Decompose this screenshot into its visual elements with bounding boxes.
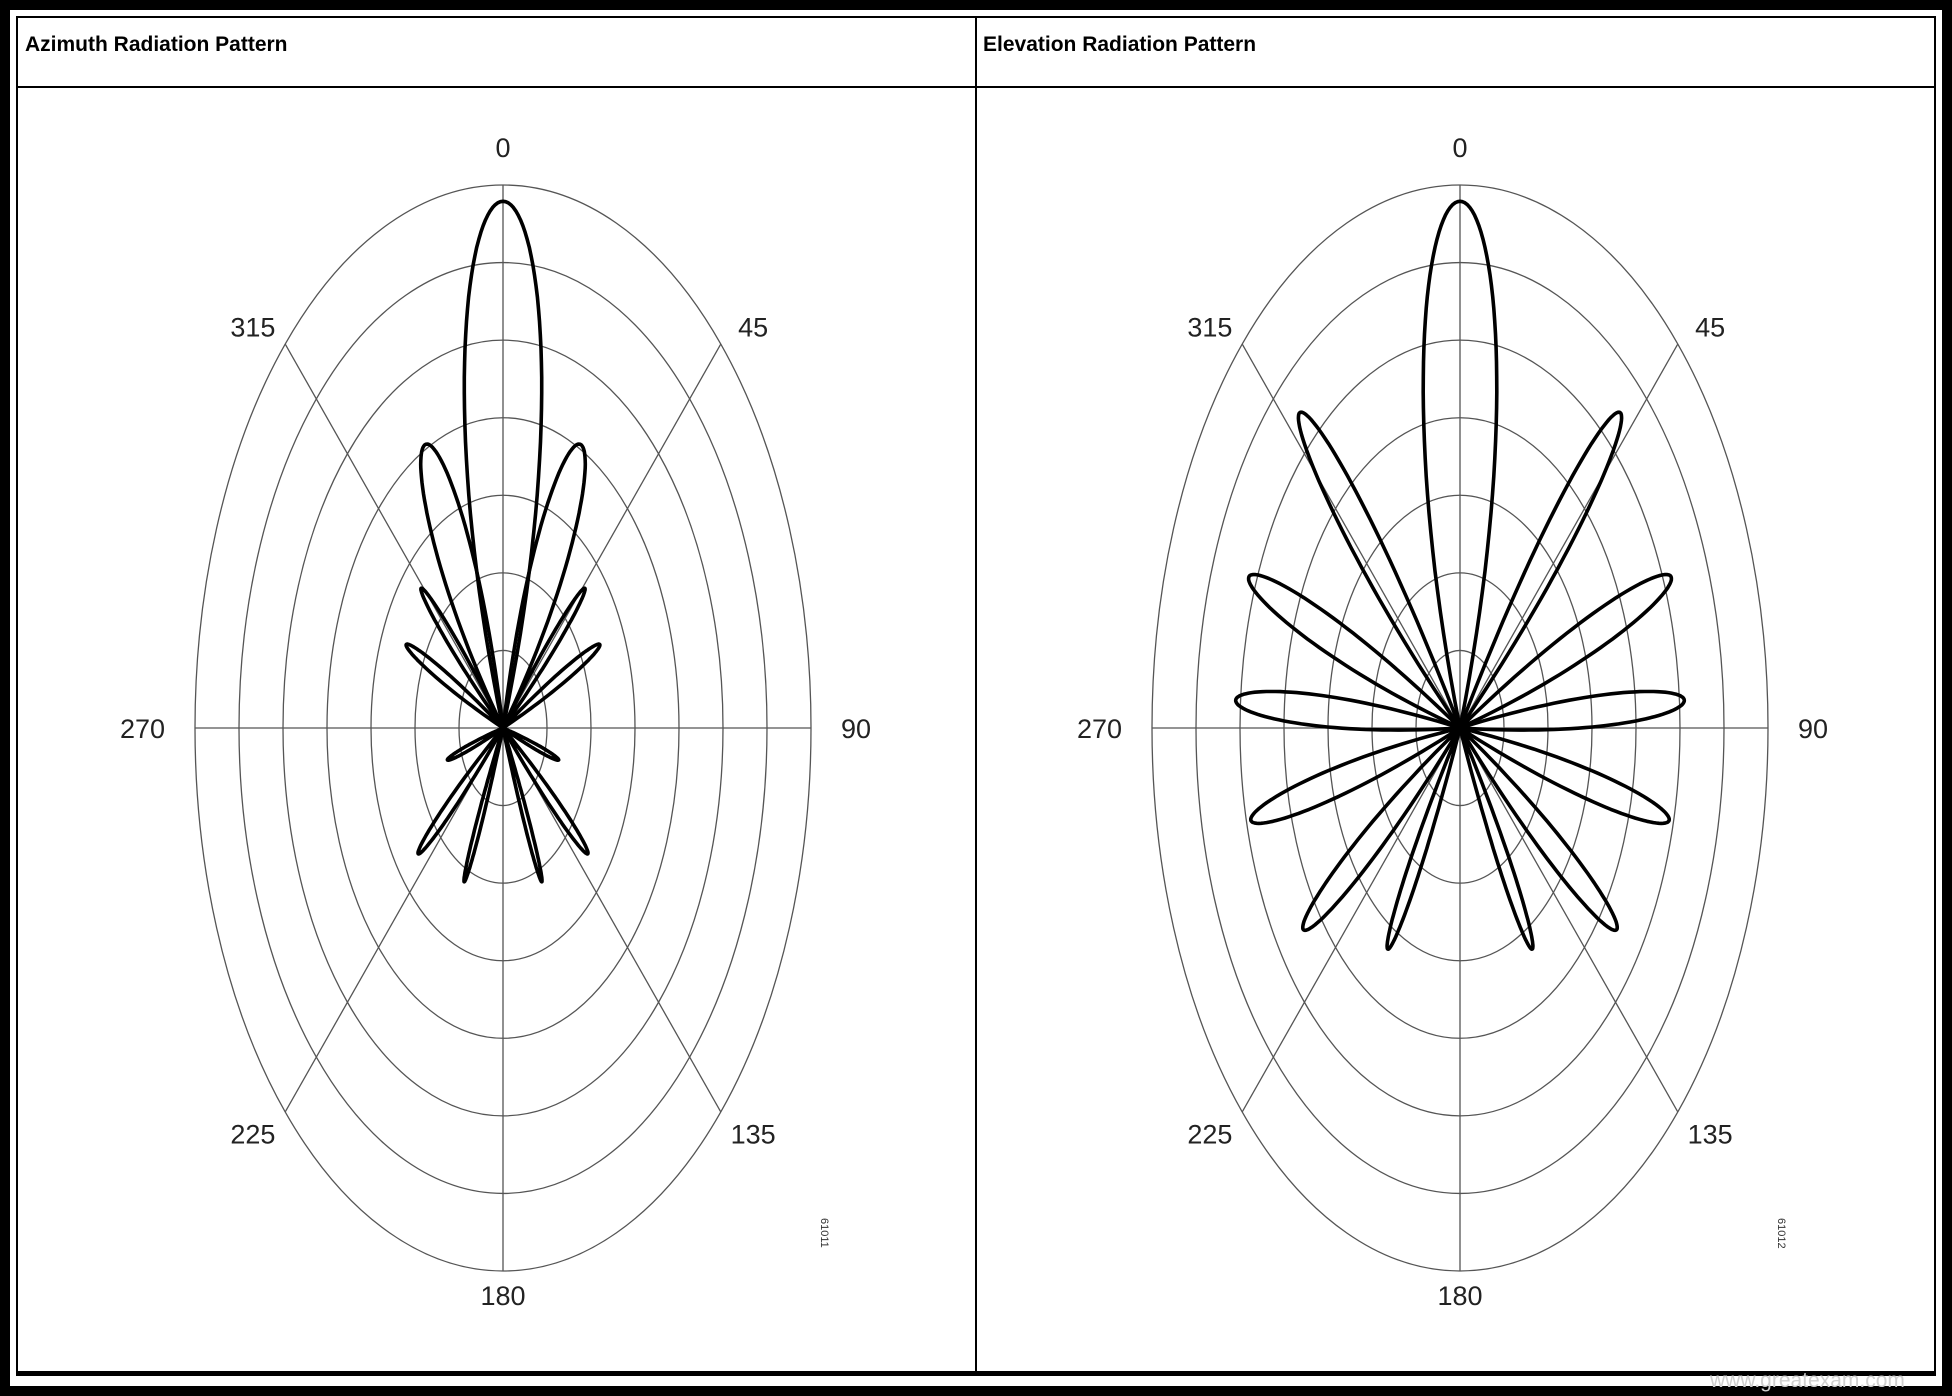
figure-code: 61011 — [818, 1218, 830, 1248]
angle-label-315: 315 — [230, 312, 276, 343]
angle-label-180: 180 — [480, 1281, 526, 1311]
angle-label-90: 90 — [1798, 714, 1829, 744]
watermark: www.greatexam.com — [1710, 1369, 1905, 1392]
angle-label-135: 135 — [1687, 1119, 1733, 1150]
azimuth-panel-title: Azimuth Radiation Pattern — [25, 33, 288, 56]
figure-code: 61012 — [1775, 1218, 1787, 1249]
angle-label-135: 135 — [730, 1119, 776, 1150]
angle-label-0: 0 — [1452, 133, 1468, 163]
angle-label-315: 315 — [1187, 312, 1233, 343]
angle-label-180: 180 — [1437, 1281, 1483, 1311]
angle-label-0: 0 — [495, 133, 511, 163]
angle-label-45: 45 — [738, 312, 769, 343]
angle-label-270: 270 — [1076, 714, 1122, 744]
angle-label-225: 225 — [1187, 1119, 1233, 1150]
angle-label-270: 270 — [119, 714, 165, 744]
angle-label-225: 225 — [230, 1119, 276, 1150]
elevation-panel-title: Elevation Radiation Pattern — [983, 33, 1257, 56]
angle-label-90: 90 — [841, 714, 872, 744]
angle-label-45: 45 — [1695, 312, 1726, 343]
